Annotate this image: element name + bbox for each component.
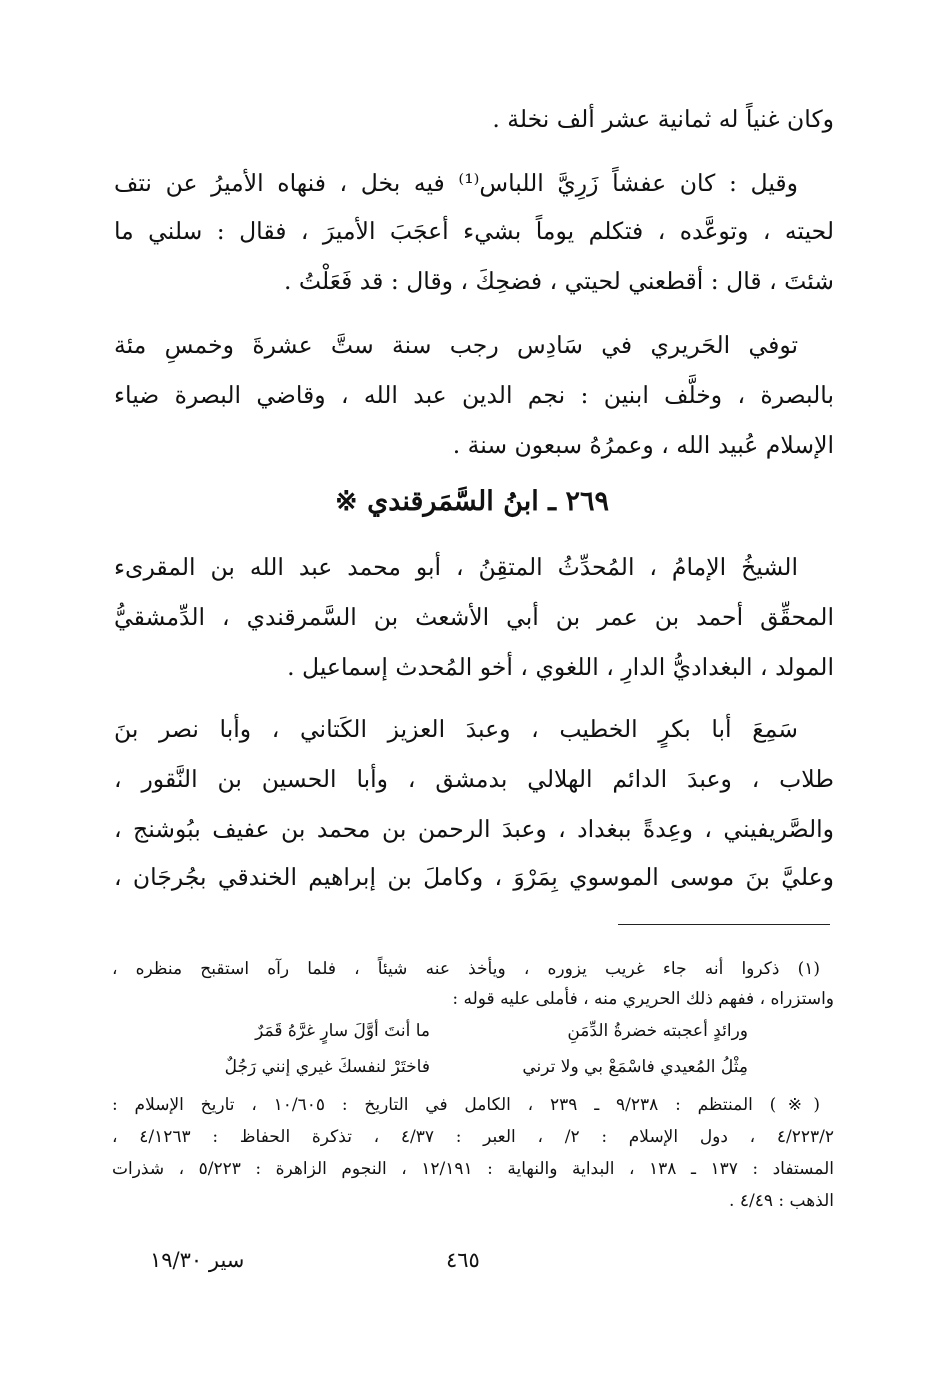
verse-hemistich: مِثْلُ المُعيدي فاسْمَعْ بي ولا ترني xyxy=(522,1057,748,1077)
body-line: المحقِّق أحمد بن عمر بن أبي الأشعث بن السَّمرقندي ، الدِّمشقيُّ xyxy=(114,603,834,631)
body-line: توفي الحَريري في سَادِس رجب سنة ستَّ عشرةَ وخمسِ مئة xyxy=(114,331,798,359)
body-line: وكان غنياً له ثمانية عشر ألف نخلة . xyxy=(492,105,834,133)
verse-hemistich: فاختَرْ لنفسكَ غيري إنني رَجُلٌ xyxy=(224,1057,430,1077)
footnote-line: (١) ذكروا أنه جاء غريب يزوره ، ويأخذ عنه شيئاً ، فلما رآه استقبح منظره ، xyxy=(112,959,820,979)
body-line: وعليَّ بنَ موسى الموسوي بِمَرْوَ ، وكاملَ بن إبراهيم الخندقي بجُرجَان ، xyxy=(114,863,834,891)
sources-line: المستفاد : ١٣٧ ـ ١٣٨ ، البداية والنهاية : ١٢/١٩١ ، النجوم الزاهرة : ٥/٢٢٣ ، شذرات xyxy=(112,1159,834,1179)
body-line: وقيل : كان عفشاً زَرِيَّ اللباس⁽¹⁾ فيه بخل ، فنهاه الأميرُ عن نتف xyxy=(114,169,798,197)
sources-line: (※) المنتظم : ٩/٢٣٨ ـ ٢٣٩ ، الكامل في التاريخ : ١٠/٦٠٥ ، تاريخ الإسلام : xyxy=(112,1095,820,1115)
body-line: سَمِعَ أبا بكرٍ الخطيب ، وعبدَ العزيز الكَتاني ، وأبا نصر بنَ xyxy=(114,715,798,743)
body-line: المولد ، البغداديُّ الدارِ ، اللغوي ، أخو المُحدث إسماعيل . xyxy=(287,653,834,681)
signature-mark: سير ١٩/٣٠ xyxy=(150,1248,245,1272)
body-line: الشيخُ الإمامُ ، المُحدِّثُ المتقِنُ ، أبو محمد عبد الله بن المقرىء xyxy=(114,553,798,581)
body-line: بالبصرة ، وخلَّف ابنين : نجم الدين عبد الله ، وقاضي البصرة ضياء xyxy=(114,381,834,409)
body-line: لحيته ، وتوعَّده ، فتكلم يوماً بشيء أعجَبَ الأميرَ ، فقال : سلني ما xyxy=(114,217,834,245)
verse-hemistich: ما أنتَ أوَّلَ سارٍ غرَّهُ قَمَرٌ xyxy=(255,1021,430,1041)
body-line: والصَّريفيني ، وعِدةً ببغداد ، وعبدَ الرحمن بن محمد بن عفيف ببُوشنج ، xyxy=(114,815,834,843)
footnote-line: واستزراه ، ففهم ذلك الحريري منه ، فأملى عليه قوله : xyxy=(452,989,834,1009)
sources-line: الذهب : ٤/٤٩ . xyxy=(729,1191,834,1211)
body-line: طلاب ، وعبدَ الدائم الهلالي بدمشق ، وأبا الحسين بن النَّقور ، xyxy=(114,765,834,793)
verse-hemistich: ورائدٍ أعجبته خضرةُ الدِّمَنِ xyxy=(567,1021,748,1041)
footnote-divider xyxy=(618,924,830,925)
page-number: ٤٦٥ xyxy=(446,1248,480,1272)
body-line: شئتَ ، قال : أقطعني لحيتي ، فضحِكَ ، وقال : قد فَعَلْتُ . xyxy=(283,267,834,295)
body-line: الإسلام عُبيد الله ، وعمرُهُ سبعون سنة . xyxy=(452,431,834,459)
sources-line: ٤/٢٢٣/٢ ، دول الإسلام : ٢/ ، العبر : ٤/٣٧ ، تذكرة الحفاظ : ٤/١٢٦٣ ، xyxy=(112,1127,835,1147)
entry-heading: ٢٦٩ ـ ابنُ السَّمَرقندي ※ xyxy=(335,486,609,517)
